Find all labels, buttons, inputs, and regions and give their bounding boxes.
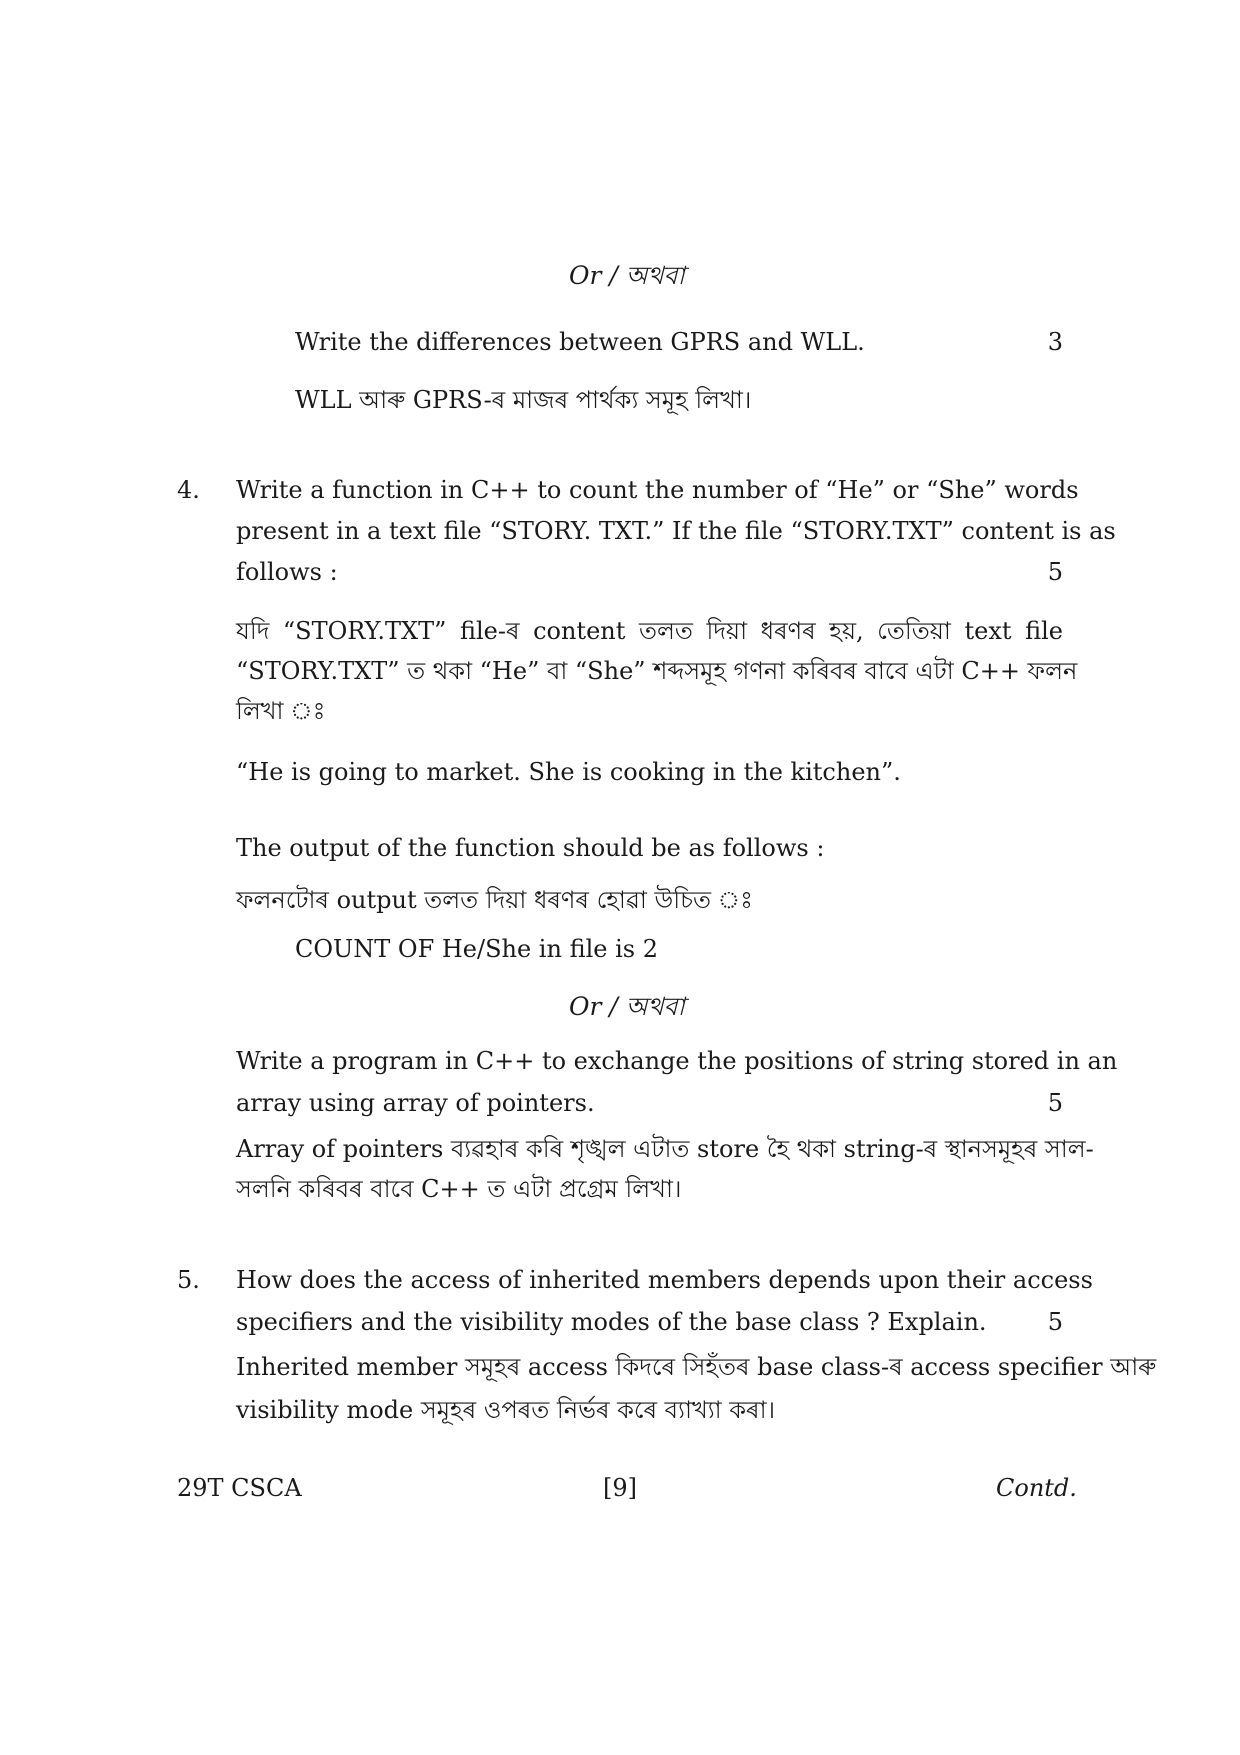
q5-assamese-line-2: visibility mode সমূহৰ ওপৰত নিৰ্ভৰ কৰে ব্যাখ্যা কৰা।	[236, 1396, 776, 1424]
q4-english-line-2: present in a text file “STORY. TXT.” If the file “STORY.TXT” content is as	[236, 517, 1116, 545]
q4-alt-english-line-2: array using array of pointers.	[236, 1089, 595, 1117]
q4-assamese-line-2: “STORY.TXT” ত থকা “He” বা “She” শব্দসমূহ গণনা কৰিবৰ বাবে এটা C++ ফলন	[236, 657, 1078, 685]
q3-alt-marks: 3	[1047, 328, 1063, 356]
q4-english-line-3: follows :	[236, 558, 338, 586]
or-separator-q3: Or / অথবা	[569, 261, 685, 290]
q4-number: 4.	[177, 476, 200, 504]
q4-alt-english-line-1: Write a program in C++ to exchange the positions of string stored in an	[236, 1047, 1118, 1075]
or-separator-q4: Or / অথবা	[569, 992, 685, 1021]
q5-english-line-2: specifiers and the visibility modes of the base class ? Explain.	[236, 1308, 987, 1336]
q5-english-line-1: How does the access of inherited members depends upon their access	[236, 1266, 1093, 1294]
q4-alt-marks: 5	[1047, 1089, 1063, 1117]
q5-assamese-line-1: Inherited member সমূহৰ access কিদৰে সিহঁতৰ base class-ৰ access specifier আৰু	[236, 1353, 1157, 1381]
q3-alt-assamese: WLL আৰু GPRS-ৰ মাজৰ পাৰ্থক্য সমূহ লিখা।	[295, 386, 752, 414]
q4-output-assamese: ফলনটোৰ output তলত দিয়া ধৰণৰ হোৱা উচিত ঃ	[236, 886, 753, 914]
footer-contd: Contd.	[996, 1474, 1077, 1502]
q5-marks: 5	[1047, 1308, 1063, 1336]
q4-assamese-line-1: যদি “STORY.TXT” file-ৰ content তলত দিয়া ধৰণৰ হয়, তেতিয়া text file	[236, 617, 1063, 645]
q4-output-value: COUNT OF He/She in file is 2	[295, 935, 658, 963]
q4-alt-assamese-line-2: সলনি কৰিবৰ বাবে C++ ত এটা প্ৰগ্ৰেম লিখা।	[236, 1175, 682, 1203]
footer-paper-code: 29T CSCA	[177, 1474, 302, 1502]
q4-alt-assamese-line-1: Array of pointers ব্যৱহাৰ কৰি শৃঙ্খল এটাত store হৈ থকা string-ৰ স্থানসমূহৰ সাল-	[236, 1135, 1094, 1163]
q3-alt-english: Write the differences between GPRS and WLL.	[295, 328, 865, 356]
q5-number: 5.	[177, 1266, 200, 1294]
q4-marks: 5	[1047, 558, 1063, 586]
q4-english-line-1: Write a function in C++ to count the number of “He” or “She” words	[236, 476, 1079, 504]
q4-output-english: The output of the function should be as follows :	[236, 834, 825, 862]
q4-assamese-line-3: লিখা ঃ	[236, 697, 326, 725]
footer-page-number: [9]	[603, 1474, 637, 1502]
q4-sample-content: “He is going to market. She is cooking in the kitchen”.	[236, 758, 901, 786]
